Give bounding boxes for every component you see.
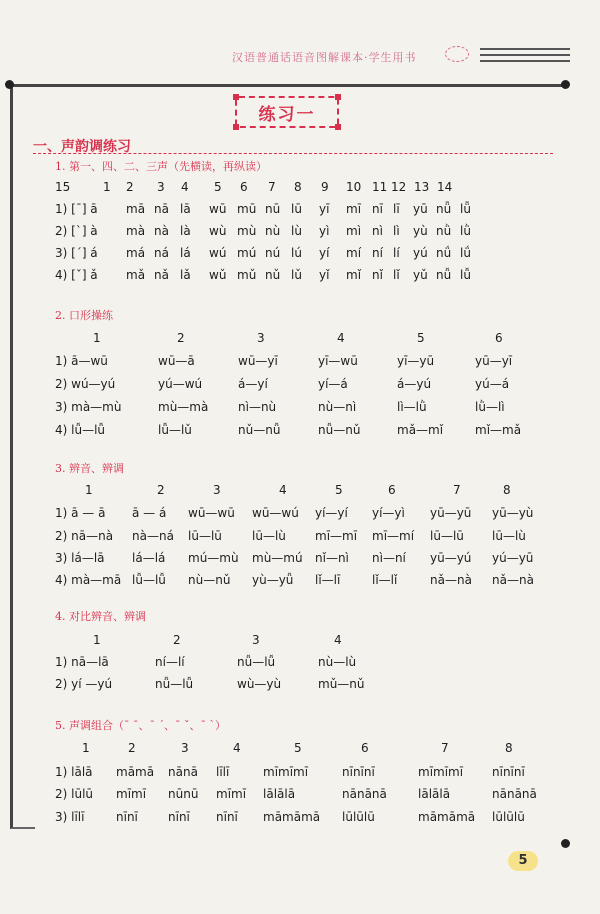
syllable-pair: nǐ—nì [315,551,349,565]
syllable: lù [291,224,302,238]
syllable: lǚ [460,268,471,282]
page-frame-top [10,84,565,87]
row-label: 3) mà—mù [55,400,122,414]
syllable-pair: yú—yū [492,551,534,565]
row-label: 4) [ˇ] ǎ [55,268,98,282]
row-label: 2) yí —yú [55,677,113,691]
syllable: má [126,246,146,260]
syllable-pair: ā — á [132,506,167,520]
syllable-pair: mīmī [216,787,247,801]
syllable: yú [413,246,428,260]
row-label: 3) līlī [55,810,85,824]
syllable: nú [265,246,281,260]
syllable: lǎ [180,268,191,282]
syllable-pair: lūlūlū [492,810,525,824]
syllable-pair: māmāmā [418,810,476,824]
column-number: 8 [505,741,513,755]
column-number: 6 [495,331,503,345]
syllable: yǔ [413,268,428,282]
syllable-pair: lǜ—lì [475,400,505,414]
running-header [0,46,600,68]
row-label: 2) [ˋ] à [55,224,98,238]
syllable-pair: mǎ—mǐ [397,423,444,437]
syllable: lǔ [291,268,302,282]
syllable-pair: mīmīmī [263,765,309,779]
syllable: yù [413,224,428,238]
syllable-pair: lǚ—lǔ [158,423,192,437]
syllable-pair: nǚ—nǔ [318,423,361,437]
syllable: mū [237,202,257,216]
section-title: 一、声韵调练习 [33,139,131,155]
syllable-pair: yú—á [475,377,510,391]
syllable: mí [346,246,362,260]
syllable: nǚ [436,268,452,282]
syllable-pair: lālālā [418,787,451,801]
syllable: nì [372,224,383,238]
syllable-pair: nīnī [116,810,138,824]
syllable: mà [126,224,146,238]
syllable: yǐ [319,268,330,282]
column-number: 8 [503,483,511,497]
column-number: 3 [213,483,221,497]
syllable-pair: lǚ—lǚ [132,573,166,587]
column-number: 2 [128,741,136,755]
frame-dot-top-right [561,80,570,89]
syllable: ní [372,246,383,260]
syllable-pair: lū—lū [430,529,464,543]
column-number: 2 [157,483,165,497]
syllable: lá [180,246,191,260]
syllable-pair: á—yí [238,377,268,391]
syllable-pair: nù—nì [318,400,357,414]
column-number: 2 [126,180,134,194]
syllable: nǎ [154,268,169,282]
syllable-pair: yí—á [318,377,348,391]
syllable-pair: nǎ—nà [430,573,472,587]
page-frame-left [10,84,35,829]
ex4-heading: 4. 对比辨音、辨调 [55,610,146,623]
column-number: 4 [181,180,189,194]
row-label: 1) ā — ā [55,506,106,520]
syllable-pair: mī—mí [372,529,415,543]
column-number: 5 [335,483,343,497]
syllable-pair: wū—yī [238,354,278,368]
syllable-pair: yí—yì [372,506,405,520]
column-number: 9 [321,180,329,194]
syllable-pair: nānānā [492,787,537,801]
syllable-pair: nà—ná [132,529,174,543]
syllable-pair: wù—yù [237,677,282,691]
syllable: wū [209,202,227,216]
syllable: mǎ [126,268,146,282]
column-number: 4 [334,633,342,647]
column-number: 3 [257,331,265,345]
syllable-pair: wū—ā [158,354,195,368]
ex3-heading: 3. 辨音、辨调 [55,462,124,475]
column-number: 1 [93,331,101,345]
syllable-pair: nǚ—lǚ [155,677,194,691]
syllable: mā [126,202,146,216]
syllable: nū [265,202,281,216]
syllable-pair: lá—lá [132,551,166,565]
syllable-pair: nì—ní [372,551,406,565]
syllable-pair: yí—yí [315,506,348,520]
syllable: nǖ [436,202,452,216]
syllable-pair: yū—yú [430,551,472,565]
syllable-pair: lū—lù [252,529,286,543]
column-number: 7 [268,180,276,194]
syllable: lǘ [460,246,471,260]
column-number: 5 [417,331,425,345]
syllable: wù [209,224,227,238]
syllable: nǜ [436,224,452,238]
page-number-badge: 5 [508,851,538,871]
column-number: 6 [240,180,248,194]
row-label: 2) nā—nà [55,529,114,543]
column-number: 13 [414,180,430,194]
row-label: 1) nā—lā [55,655,109,669]
syllable-pair: mǔ—nǔ [318,677,365,691]
syllable-pair: nīnī [216,810,238,824]
syllable: yí [319,246,330,260]
syllable: mì [346,224,362,238]
syllable-pair: māmā [116,765,155,779]
syllable-pair: nīnīnī [492,765,525,779]
syllable: nā [154,202,169,216]
syllable-pair: māmāmā [263,810,321,824]
syllable: yī [319,202,330,216]
syllable-pair: yī—wū [318,354,358,368]
syllable-pair: lālālā [263,787,296,801]
syllable-pair: á—yú [397,377,432,391]
syllable-pair: nūnū [168,787,199,801]
row-label: 4) lǚ—lǚ [55,423,106,437]
syllable-pair: nānā [168,765,198,779]
syllable: nǐ [372,268,383,282]
syllable: wú [209,246,227,260]
syllable-pair: nǚ—lǚ [237,655,276,669]
syllable-pair: nānānā [342,787,387,801]
syllable-pair: nù—nǔ [188,573,231,587]
syllable-pair: wū—wū [188,506,235,520]
column-number: 1 [93,633,101,647]
column-number: 5 [294,741,302,755]
column-number: 1 [85,483,93,497]
syllable: lí [393,246,400,260]
section-divider [33,153,553,154]
syllable: lā [180,202,191,216]
cloud-ornament-icon [445,46,469,62]
syllable: yū [413,202,428,216]
column-number: 8 [294,180,302,194]
column-number: 10 [346,180,362,194]
column-number: 3 [157,180,165,194]
syllable: mù [237,224,257,238]
column-number: 7 [441,741,449,755]
syllable-pair: mīmīmī [418,765,464,779]
syllable: lǜ [460,224,471,238]
syllable-pair: mī—mī [315,529,358,543]
column-number: 2 [173,633,181,647]
syllable: nī [372,202,383,216]
syllable: mǔ [237,268,257,282]
column-number: 15 [55,180,71,194]
syllable-pair: yū—yī [475,354,513,368]
syllable-pair: ní—lí [155,655,185,669]
syllable: lǐ [393,268,400,282]
column-number: 4 [337,331,345,345]
column-number: 3 [181,741,189,755]
column-number: 2 [177,331,185,345]
frame-dot-top-left [5,80,14,89]
syllable-pair: lì—lǜ [397,400,427,414]
syllable-pair: mīmī [116,787,147,801]
syllable-pair: līlī [216,765,230,779]
header-text: 汉语普通话语音图解课本·学生用书 [232,51,417,64]
syllable-pair: lū—lū [188,529,222,543]
column-number: 1 [103,180,111,194]
syllable: lì [393,224,400,238]
syllable-pair: nǎ—nà [492,573,534,587]
syllable-pair: nǔ—nǚ [238,423,281,437]
row-label: 2) lūlū [55,787,94,801]
syllable: nǘ [436,246,452,260]
syllable: là [180,224,191,238]
syllable-pair: mù—mà [158,400,209,414]
syllable-pair: yī—yū [397,354,435,368]
row-label: 2) wú—yú [55,377,116,391]
column-number: 14 [437,180,453,194]
row-label: 1) ā—wū [55,354,108,368]
syllable-pair: lǐ—lǐ [372,573,398,587]
syllable-pair: lūlūlū [342,810,375,824]
syllable: lī [393,202,400,216]
column-number: 6 [361,741,369,755]
ex2-heading: 2. 口形操练 [55,309,113,322]
syllable-pair: yú—wú [158,377,203,391]
header-rule-lines [480,48,570,66]
column-number: 4 [233,741,241,755]
syllable: yì [319,224,330,238]
frame-dot-bottom-right [561,839,570,848]
column-number: 7 [453,483,461,497]
syllable-pair: nì—nù [238,400,277,414]
syllable-pair: nīnī [168,810,190,824]
syllable: wǔ [209,268,227,282]
ex1-heading: 1. 第一、四、二、三声（先横读，再纵读） [55,160,267,173]
syllable: mú [237,246,257,260]
exercise-title-box [235,96,339,128]
column-number: 6 [388,483,396,497]
exercise-title: 练习一 [258,105,316,125]
syllable-pair: wū—wú [252,506,299,520]
syllable-pair: yù—yǚ [252,573,294,587]
column-number: 3 [252,633,260,647]
row-label: 3) lá—lā [55,551,105,565]
syllable: lū [291,202,302,216]
syllable: nǔ [265,268,281,282]
syllable: mī [346,202,362,216]
column-number: 5 [214,180,222,194]
row-label: 3) [ˊ] á [55,246,98,260]
column-number: 4 [279,483,287,497]
syllable-pair: yū—yù [492,506,534,520]
row-label: 1) [ˉ] ā [55,202,98,216]
syllable-pair: mù—mú [252,551,303,565]
row-label: 4) mà—mā [55,573,122,587]
syllable-pair: yū—yū [430,506,472,520]
column-number: 11 [372,180,388,194]
syllable: nù [265,224,281,238]
syllable: lú [291,246,302,260]
syllable: lǖ [460,202,471,216]
row-label: 1) lālā [55,765,93,779]
syllable-pair: mǐ—mǎ [475,423,522,437]
column-number: 12 [391,180,407,194]
syllable-pair: nīnīnī [342,765,375,779]
column-number: 1 [82,741,90,755]
syllable-pair: mú—mù [188,551,239,565]
ex5-heading: 5. 声调组合（ˉ ˉ、ˉ ˊ、ˉ ˇ、ˉ ˋ） [55,719,226,732]
syllable: mǐ [346,268,362,282]
syllable: nà [154,224,169,238]
syllable: ná [154,246,169,260]
syllable-pair: nù—lù [318,655,357,669]
syllable-pair: lǐ—lī [315,573,341,587]
syllable-pair: lū—lù [492,529,526,543]
